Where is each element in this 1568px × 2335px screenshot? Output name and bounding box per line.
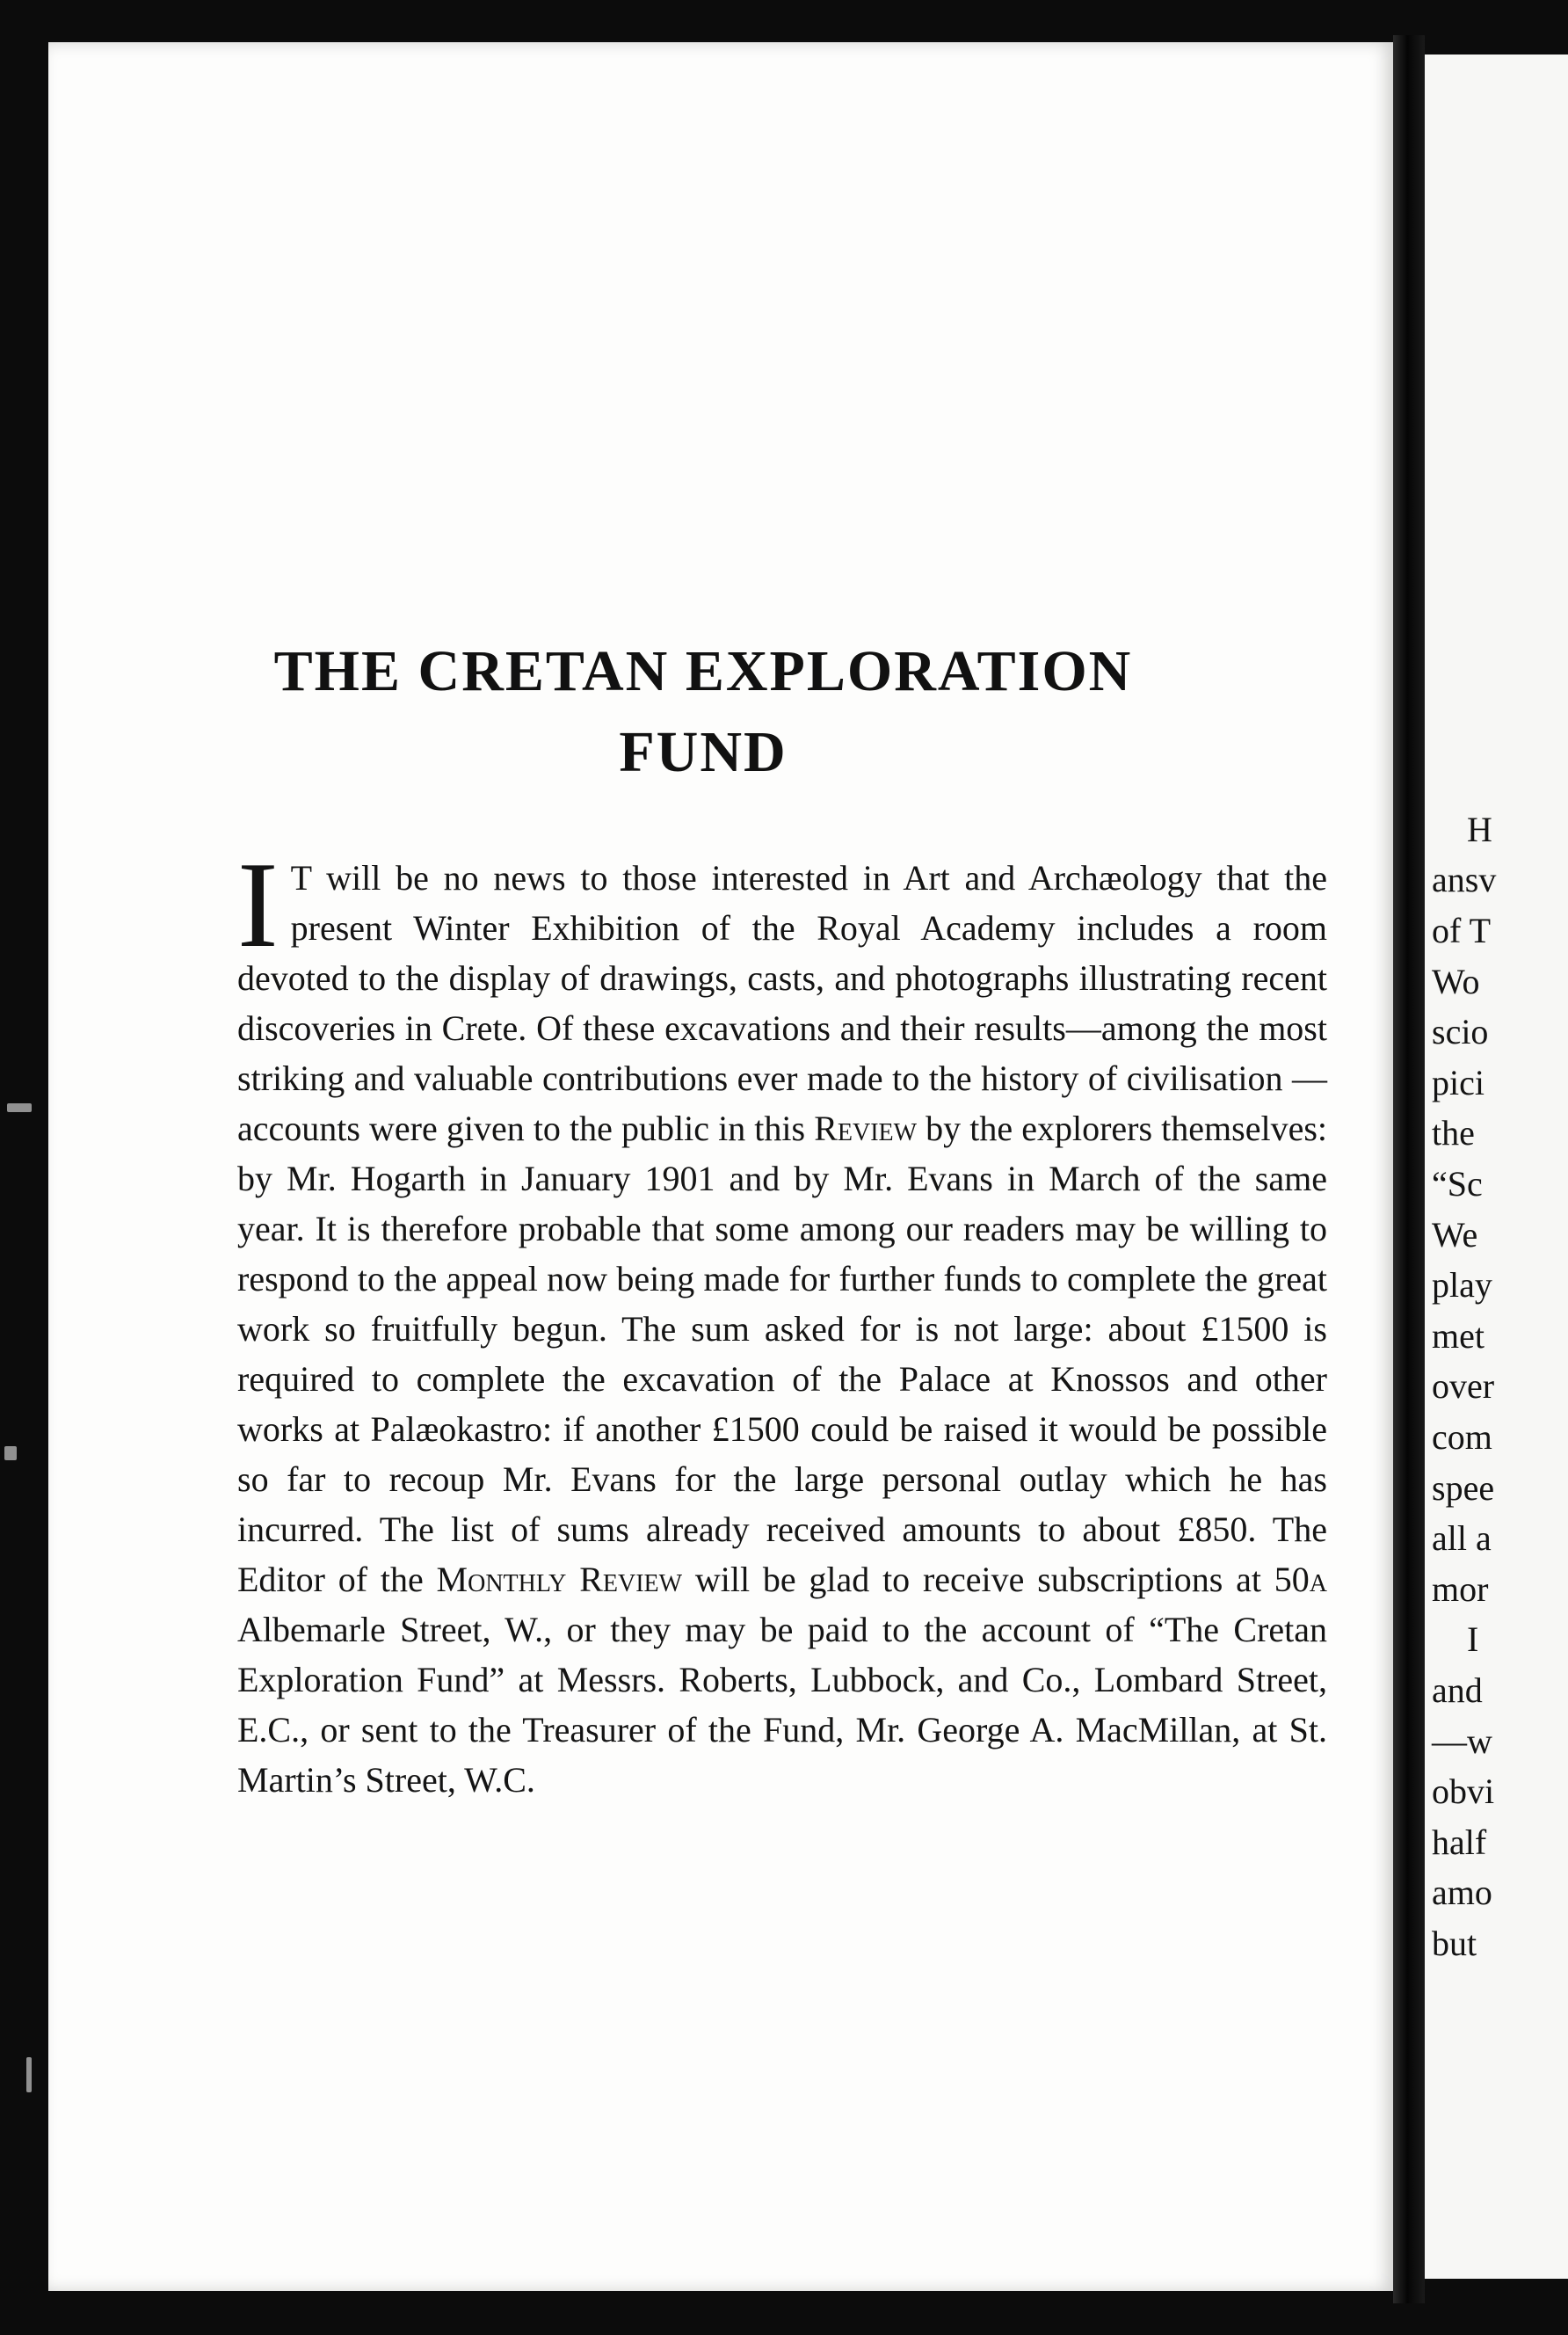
article-body: [237, 837, 1328, 1805]
scan-speck: [7, 1103, 32, 1112]
facing-line: ansv: [1432, 860, 1497, 899]
facing-line: scio: [1432, 1012, 1489, 1051]
facing-line: amo: [1432, 1873, 1492, 1912]
facing-line: play: [1432, 1265, 1492, 1305]
facing-line: all a: [1432, 1518, 1492, 1558]
body-end-a: will be glad to receive subscriptions at 50: [682, 1560, 1310, 1599]
facing-line: We: [1432, 1215, 1478, 1255]
facing-line: mor: [1432, 1569, 1489, 1609]
body-start: T will be no news to those interested in Art and Archæology that the present Winter Exhibition of the Royal Academy includes a room devoted to the display of drawings, casts, and photographs illustrating recent discoveries in Crete. Of these excavations and their results—among the most striking and valuable contributions ever made to the history of civilisation —accounts were given to the public in this: [237, 858, 1327, 1148]
body-end-b: Albemarle Street, W., or they may be paid to the account of “The Cretan Exploration Fund” at Messrs. Roberts, Lubbock, and Co., Lombard Street, E.C., or sent to the Treasurer of the Fund, Mr. George A. MacMillan, at St. Martin’s Street, W.C.: [237, 1610, 1327, 1800]
drop-cap: I: [237, 837, 279, 973]
facing-line: of T: [1432, 911, 1492, 950]
facing-line: half: [1432, 1822, 1487, 1862]
facing-line: met: [1432, 1316, 1485, 1356]
facing-line: —w: [1432, 1721, 1492, 1761]
facing-line: obvi: [1432, 1771, 1495, 1811]
facing-line: I: [1467, 1619, 1479, 1659]
facing-line: over: [1432, 1366, 1495, 1406]
scan-speck: [26, 2057, 32, 2092]
review-word: Review: [814, 1109, 918, 1148]
facing-line: and: [1432, 1670, 1483, 1710]
facing-line: pici: [1432, 1063, 1485, 1102]
facing-line: but: [1432, 1924, 1477, 1963]
address-suffix: a: [1309, 1560, 1328, 1599]
facing-line: H: [1467, 810, 1492, 849]
monthly-review-name: Monthly Review: [436, 1560, 683, 1599]
facing-line: “Sc: [1432, 1164, 1483, 1204]
title-line-1: THE CRETAN EXPLORATION: [273, 639, 1133, 703]
title-line-2: FUND: [619, 720, 788, 784]
facing-line: com: [1432, 1417, 1492, 1457]
body-middle: by the explorers themselves: by Mr. Hogarth in January 1901 and by Mr. Evans in March of the same year. It is therefore probable that some among our readers may be willing to respond to the appeal now being made for further funds to complete the great work so fruitfully begun. The sum asked for is not large: about £1500 is required to complete the excavation of the Palace at Knossos and other works at Palæokastro: if another £1500 could be raised it would be possible so far to recoup Mr. Evans for the large personal outlay which he has incurred. The list of sums already received amounts to about £850. The Editor of the: [237, 1109, 1328, 1599]
facing-line: Wo: [1432, 962, 1480, 1001]
scan-speck: [4, 1446, 17, 1460]
facing-line: the: [1432, 1113, 1475, 1153]
facing-line: spee: [1432, 1468, 1495, 1508]
article-title: [220, 631, 1187, 793]
book-gutter: [1393, 35, 1425, 2303]
